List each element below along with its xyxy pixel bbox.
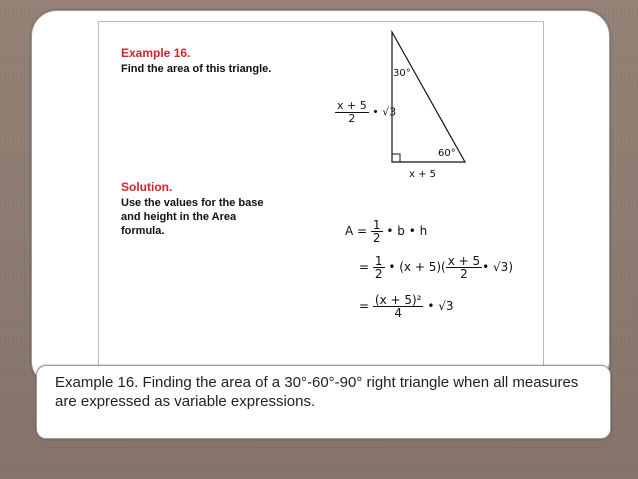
- formula-row2-num: 1: [374, 254, 383, 268]
- bottom-angle-label: 60°: [438, 148, 456, 159]
- example-prompt: Find the area of this triangle.: [121, 63, 272, 75]
- solution-title: Solution.: [121, 180, 173, 194]
- triangle-shape: [392, 32, 465, 162]
- height-label: [335, 100, 396, 125]
- formula-row2-den2: 2: [460, 267, 468, 281]
- formula-row2-fraction-2: [446, 255, 482, 280]
- formula-row2-den: 2: [374, 267, 383, 281]
- formula-row2-eq: =: [359, 260, 370, 274]
- height-fraction: [335, 100, 369, 125]
- formula-lhs: A =: [345, 224, 368, 238]
- formula-row2-mid: • (x + 5)(: [388, 260, 446, 274]
- solution-line-1: Use the values for the base: [121, 197, 264, 209]
- base-label: x + 5: [409, 169, 437, 180]
- formula-row1-den: 2: [372, 231, 381, 245]
- formula-row1-fraction: [371, 219, 383, 244]
- formula-row1-rest: • b • h: [386, 224, 428, 238]
- formula-row2-rest: • √3): [482, 260, 513, 274]
- formula-row3-num: (x + 5)²: [374, 293, 422, 307]
- solution-line-2: and height in the Area: [121, 211, 237, 223]
- formula-row-3: [359, 294, 454, 319]
- content-frame: [98, 21, 544, 373]
- height-factor: • √3: [372, 105, 397, 119]
- height-denominator: 2: [348, 112, 356, 125]
- formula-row-1: [345, 219, 427, 244]
- solution-line-3: formula.: [121, 225, 165, 237]
- formula-row3-rest: • √3: [427, 299, 454, 313]
- caption-box: [36, 365, 611, 439]
- height-numerator: x + 5: [337, 99, 367, 112]
- formula-row-2: [359, 255, 513, 280]
- example-title: Example 16.: [121, 46, 191, 60]
- formula-row2-num2: x + 5: [447, 254, 481, 268]
- formula-row2-fraction: [373, 255, 385, 280]
- caption-text: Example 16. Finding the area of a 30°-60°-90° right triangle when all measures are expressed as variable expressions.: [55, 374, 579, 410]
- formula-row3-eq: =: [359, 299, 370, 313]
- right-angle-marker: [392, 154, 400, 162]
- formula-row3-den: 4: [394, 306, 402, 320]
- formula-row3-fraction: [373, 294, 424, 319]
- top-angle-label: 30°: [393, 68, 411, 79]
- formula-row1-num: 1: [372, 218, 381, 232]
